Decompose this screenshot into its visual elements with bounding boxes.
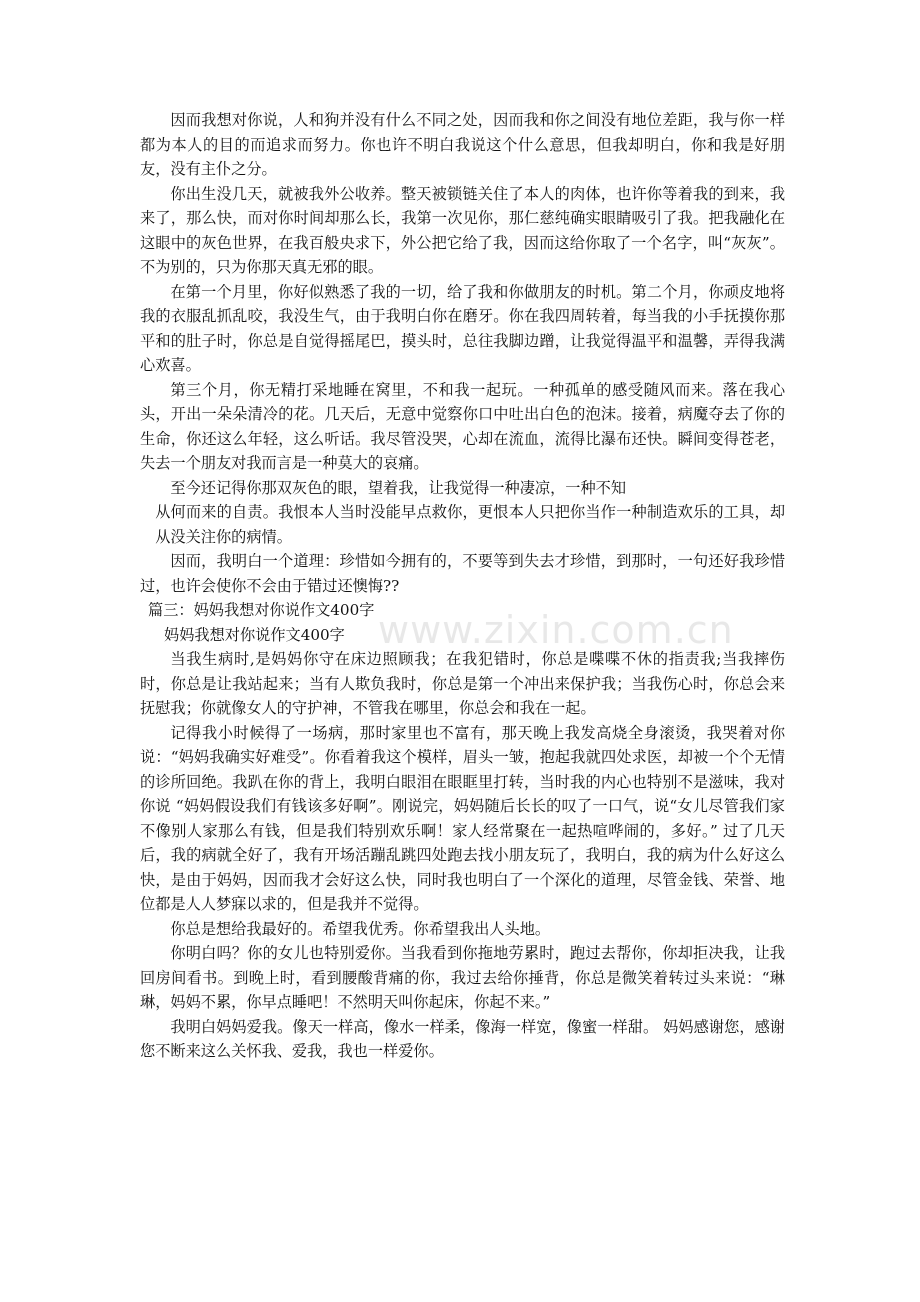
paragraph-9: 你总是想给我最好的。希望我优秀。你希望我出人头地。 <box>170 919 551 938</box>
paragraph-3: 在第一个月里，你好似熟悉了我的一切，给了我和你做朋友的时机。第二个月，你顽皮地将我的衣服乱抓乱咬，我没生气，由于我明白你在磨牙。你在我四周转着，每当我的小手抚摸你那平和的肚子时，你总是自觉得摇尾巴，摸头时，总往我脚边蹭，让我觉得温平和温馨，弄得我满心欢喜。 <box>140 282 785 374</box>
paragraph-5-continued: 从何而来的自责。我恨本人当时没能早点救你，更恨本人只把你当作一种制造欢乐的工具，却从没关注你的病情。 <box>155 503 785 546</box>
paragraph-11: 我明白妈妈爱我。像天一样高，像水一样柔，像海一样宽，像蜜一样甜。 妈妈感谢您，感谢您不断来这么关怀我、爱我，我也一样爱你。 <box>140 1017 785 1060</box>
paragraph-10: 你明白吗？你的女儿也特别爱你。当我看到你拖地劳累时，跑过去帮你，你却拒决我，让我回房间看书。到晚上时，看到腰酸背痛的你，我过去给你捶背，你总是微笑着转过头来说：“琳琳，妈妈不累，你早点睡吧！不然明天叫你起床，你起不来。” <box>140 944 785 1011</box>
paragraph-5-start: 至今还记得你那双灰色的眼，望着我，让我觉得一种凄凉，一种不知 <box>170 478 627 497</box>
paragraph-7: 当我生病时,是妈妈你守在床边照顾我；在我犯错时，你总是喋喋不休的指责我;当我摔伤时，你总是让我站起来；当有人欺负我时，你总是第一个冲出来保护我；当我伤心时，你总会来抚慰我；你就像女人的守护神，不管我在哪里，你总会和我在一起。 <box>140 650 785 717</box>
paragraph-2: 你出生没几天，就被我外公收养。整天被锁链关住了本人的肉体，也许你等着我的到来，我来了，那么快，而对你时间却那么长，我第一次见你，那仁慈纯确实眼睛吸引了我。把我融化在这眼中的灰色世界，在我百般央求下，外公把它给了我，因而这给你取了一个名字，叫“灰灰”。不为别的，只为你那天真无邪的眼。 <box>140 184 785 276</box>
paragraph-8: 记得我小时候得了一场病，那时家里也不富有，那天晚上我发高烧全身滚烫，我哭着对你说：“妈妈我确实好难受”。你看着我这个模样，眉头一皱，抱起我就四处求医，却被一个个无情的诊所回绝。我趴在你的背上，我明白眼泪在眼眶里打转，当时我的内心也特别不是滋味，我对你说 “妈妈假设我们有钱该多好啊”。刚说完，妈妈随后长长的叹了一口气，说“女儿尽管我们家不像别人家那么有钱，但是我们特别欢乐啊！家人经常聚在一起热喧哗闹的，多好。” 过了几天后，我的病就全好了，我有开场活蹦乱跳四处跑去找小朋友玩了，我明白，我的病为什么好这么快，是由于妈妈，因而我才会好这么快，同时我也明白了一个深化的道理，尽管金钱、荣誉、地位都是人人梦寐以求的，但是我并不觉得。 <box>140 723 785 913</box>
paragraph-6: 因而，我明白一个道理：珍惜如今拥有的，不要等到失去才珍惜，到那时，一句还好我珍惜过，也许会使你不会由于错过还懊悔?? <box>140 552 785 595</box>
watermark: www.zixin.com.cn <box>378 608 734 652</box>
essay-title: 妈妈我想对你说作文400字 <box>164 625 345 644</box>
section-heading: 篇三：妈妈我想对你说作文400字 <box>148 601 375 619</box>
paragraph-4: 第三个月，你无精打采地睡在窝里，不和我一起玩。一种孤单的感受随风而来。落在我心头，开出一朵朵清冷的花。几天后，无意中觉察你口中吐出白色的泡沫。接着，病魔夺去了你的生命，你还这么年轻，这么听话。我尽管没哭，心却在流血，流得比瀑布还快。瞬间变得苍老，失去一个朋友对我而言是一种莫大的哀痛。 <box>140 380 785 472</box>
paragraph-1: 因而我想对你说，人和狗并没有什么不同之处，因而我和你之间没有地位差距，我与你一样都为本人的目的而追求而努力。你也许不明白我说这个什么意思，但我却明白，你和我是好朋友，没有主仆之分。 <box>140 111 785 178</box>
document-body <box>140 108 785 1064</box>
